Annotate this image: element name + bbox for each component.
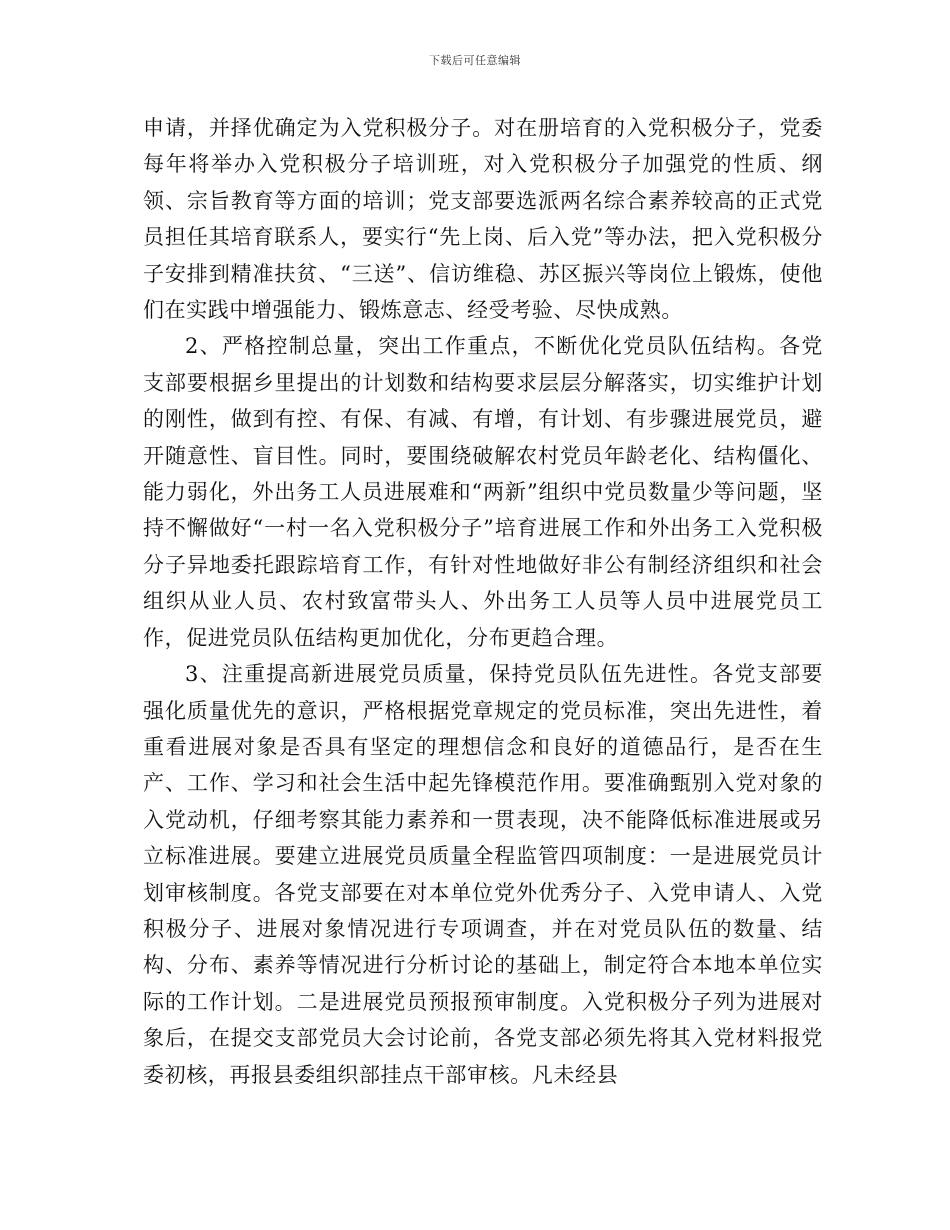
paragraph-3: 3、注重提高新进展党员质量，保持党员队伍先进性。各党支部要强化质量优先的意识，严格根据党章规定的党员标准，突出先进性，着重看进展对象是否具有坚定的理想信念和良好的道德品行，是否在生产、工作、学习和社会生活中起先锋模范作用。要准确甄别入党对象的入党动机，仔细考察其能力素养和一贯表现，决不能降低标准进展或另立标准进展。要建立进展党员质量全程监管四项制度：一是进展党员计划审核制度。各党支部要在对本单位党外优秀分子、入党申请人、入党积极分子、进展对象情况进行专项调查，并在对党员队伍的数量、结构、分布、素养等情况进行分析讨论的基础上，制定符合本地本单位实际的工作计划。二是进展党员预报预审制度。入党积极分子列为进展对象后，在提交支部党员大会讨论前，各党支部必须先将其入党材料报党委初核，再报县委组织部挂点干部审核。凡未经县 [143,662,823,1087]
paragraph-2: 2、严格控制总量，突出工作重点，不断优化党员队伍结构。各党支部要根据乡里提出的计划数和结构要求层层分解落实，切实维护计划的刚性，做到有控、有保、有减、有增，有计划、有步骤进展党员，避开随意性、盲目性。同时，要围绕破解农村党员年龄老化、结构僵化、能力弱化，外出务工人员进展难和“两新”组织中党员数量少等问题，坚持不懈做好“一村一名入党积极分子”培育进展工作和外出务工入党积极分子异地委托跟踪培育工作，有针对性地做好非公有制经济组织和社会组织从业人员、农村致富带头人、外出务工人员等人员中进展党员工作，促进党员队伍结构更加优化，分布更趋合理。 [143,334,823,650]
document-body [143,110,823,1093]
page-header-note: 下载后可任意编辑 [429,54,521,67]
paragraph-1: 申请，并择优确定为入党积极分子。对在册培育的入党积极分子，党委每年将举办入党积极分子培训班，对入党积极分子加强党的性质、纲领、宗旨教育等方面的培训；党支部要选派两名综合素养较高的正式党员担任其培育联系人，要实行“先上岗、后入党”等办法，把入党积极分子安排到精准扶贫、“三送”、信访维稳、苏区振兴等岗位上锻炼，使他们在实践中增强能力、锻炼意志、经受考验、尽快成熟。 [143,116,823,323]
